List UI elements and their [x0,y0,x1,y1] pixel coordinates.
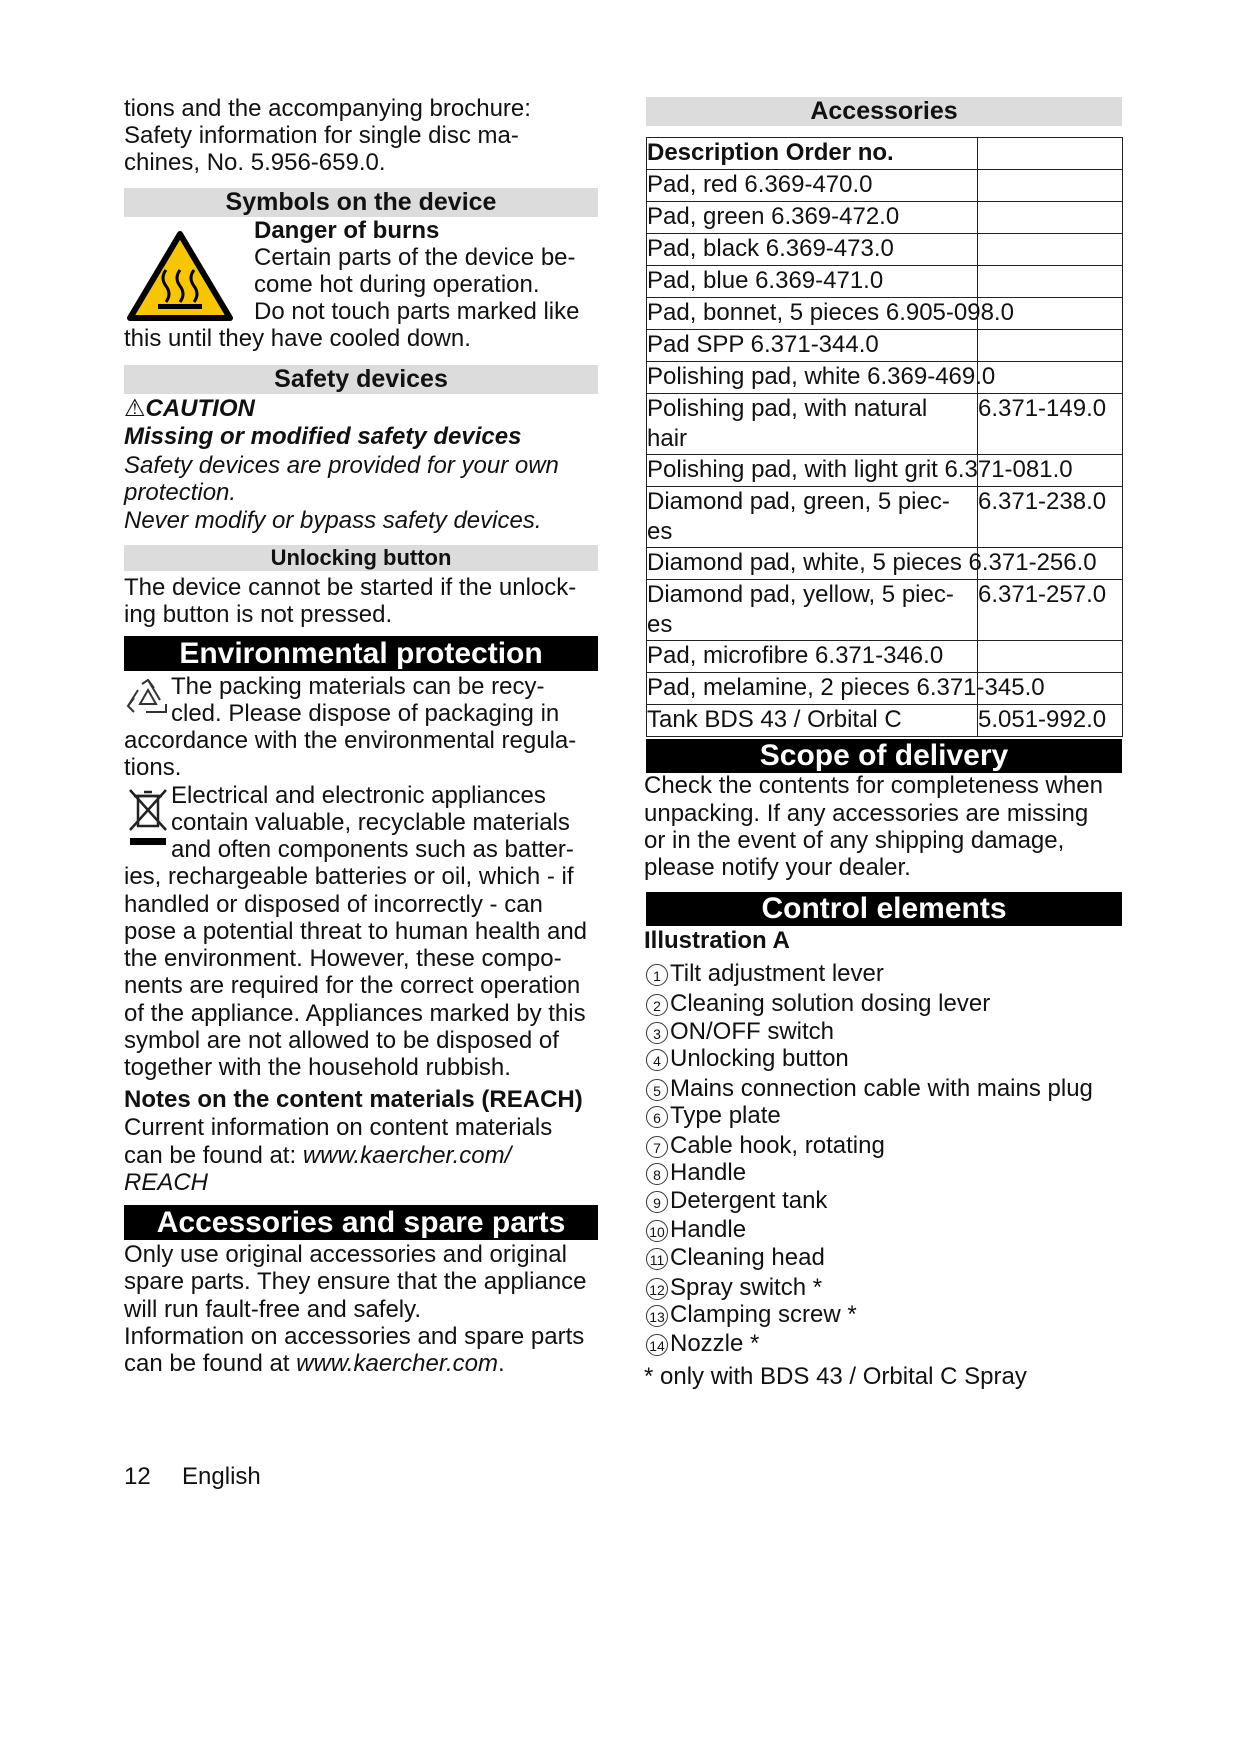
unlock-heading: Unlocking button [124,545,598,571]
table-cell: Pad, blue 6.369-471.0 [647,266,978,298]
number-badge: 14 [646,1334,668,1356]
page-language: English [182,1463,261,1490]
table-cell [978,234,1123,266]
weee-text: of the appliance. Appliances marked by this [124,1000,586,1027]
table-cell: 5.051-992.0 [978,705,1123,737]
table-cell: Diamond pad, yellow, 5 piec- es [647,580,978,641]
recycle-icon [126,678,170,720]
control-item: 1 Tilt adjustment lever [646,959,884,989]
table-row [647,170,1123,202]
number-badge: 12 [646,1278,668,1300]
table-cell: Polishing pad, with natural hair [647,394,978,455]
control-item: 7 Cable hook, rotating [646,1131,885,1161]
recycle-text: cled. Please dispose of packaging in [171,700,560,727]
table-cell: Pad, red 6.369-470.0 [647,170,978,202]
table-row [647,705,1123,737]
control-item: 5 Mains connection cable with mains plug [646,1074,1093,1104]
table-cell: Pad, green 6.369-472.0 [647,202,978,234]
control-item: 2 Cleaning solution dosing lever [646,989,990,1019]
reach-title: Notes on the content materials (REACH) [124,1086,583,1113]
number-badge: 1 [646,964,668,986]
parts-text: can be found at www.kaercher.com. [124,1350,505,1377]
intro-line: chines, No. 5.956-659.0. [124,149,386,176]
control-item: 10 Handle [646,1215,746,1245]
reach-link[interactable]: REACH [124,1169,209,1196]
table-cell [978,202,1123,234]
table-cell: 6.371-238.0 [978,487,1123,548]
caution-text: protection. [124,479,237,506]
reach-text: can be found at: www.kaercher.com/ [124,1142,512,1169]
table-row [647,330,1123,362]
table-cell [978,330,1123,362]
reach-link[interactable]: www.kaercher.com/ [302,1142,512,1169]
scope-text: or in the event of any shipping damage, [644,827,1065,854]
number-badge: 7 [646,1136,668,1158]
number-badge: 13 [646,1305,668,1327]
table-row [647,298,1123,330]
table-header-row [647,138,1123,170]
scope-text: Check the contents for completeness when [644,772,1103,799]
burns-text: come hot during operation. [254,271,540,298]
weee-text: together with the household rubbish. [124,1054,511,1081]
unlock-text: The device cannot be started if the unlock- [124,574,577,601]
number-badge: 3 [646,1022,668,1044]
table-row [647,266,1123,298]
accessories-table [646,137,1123,737]
table-cell: Polishing pad, with light grit 6.371-081.0 [647,455,978,487]
symbols-heading: Symbols on the device [124,188,598,217]
table-cell: Pad, bonnet, 5 pieces 6.905-098.0 [647,298,978,330]
recycle-text: tions. [124,754,182,781]
table-row [647,641,1123,673]
number-badge: 9 [646,1191,668,1213]
unlock-text: ing button is not pressed. [124,601,393,628]
safety-heading: Safety devices [124,365,598,394]
table-row [647,394,1123,455]
control-item: 12 Spray switch * [646,1273,822,1303]
scope-text: please notify your dealer. [644,854,911,881]
page-number: 12 [124,1463,151,1490]
weee-text: symbol are not allowed to be disposed of [124,1027,559,1054]
table-cell: Diamond pad, white, 5 pieces 6.371-256.0 [647,548,978,580]
burns-text: Certain parts of the device be- [254,244,576,271]
table-cell: Pad, black 6.369-473.0 [647,234,978,266]
number-badge: 10 [646,1220,668,1242]
warning-icon: ⚠ [124,395,146,422]
caution-label: ⚠CAUTION [124,395,255,422]
table-cell: Pad, melamine, 2 pieces 6.371-345.0 [647,673,978,705]
intro-line: tions and the accompanying brochure: [124,95,531,122]
control-item: 4 Unlocking button [646,1044,849,1074]
number-badge: 2 [646,994,668,1016]
control-item: 9 Detergent tank [646,1186,827,1216]
parts-text: Information on accessories and spare parts [124,1323,585,1350]
number-badge: 6 [646,1106,668,1128]
number-badge: 4 [646,1049,668,1071]
parts-link[interactable]: www.kaercher.com [296,1350,498,1377]
crossed-bin-icon [126,786,170,848]
table-cell [978,362,1123,394]
control-item: 14 Nozzle * [646,1329,759,1359]
table-cell [978,641,1123,673]
control-heading: Control elements [646,892,1122,926]
illustration-label: Illustration A [644,927,790,954]
table-row [647,234,1123,266]
table-cell: Diamond pad, green, 5 piec- es [647,487,978,548]
weee-text: ies, rechargeable batteries or oil, which - if [124,863,574,890]
control-item: 3 ON/OFF switch [646,1017,834,1047]
weee-text: pose a potential threat to human health and [124,918,588,945]
caution-text: Never modify or bypass safety devices. [124,507,542,534]
weee-text: and often components such as batter- [171,836,574,863]
table-header: Description Order no. [647,138,978,170]
table-row [647,580,1123,641]
env-heading: Environmental protection [124,636,598,671]
burns-title: Danger of burns [254,217,440,244]
parts-text: will run fault-free and safely. [124,1296,422,1323]
table-cell [978,170,1123,202]
parts-text: Only use original accessories and original [124,1241,567,1268]
page-footer [124,1462,261,1492]
table-cell: 6.371-149.0 [978,394,1123,455]
weee-text: handled or disposed of incorrectly - can [124,891,543,918]
recycle-text: The packing materials can be recy- [171,673,545,700]
table-row [647,455,1123,487]
table-row [647,362,1123,394]
caution-text: Safety devices are provided for your own [124,452,559,479]
scope-heading: Scope of delivery [646,739,1122,773]
table-cell: 6.371-257.0 [978,580,1123,641]
table-cell: Pad, microfibre 6.371-346.0 [647,641,978,673]
footnote: * only with BDS 43 / Orbital C Spray [644,1363,1027,1390]
control-item: 8 Handle [646,1158,746,1188]
table-cell: Tank BDS 43 / Orbital C [647,705,978,737]
control-item: 13 Clamping screw * [646,1300,857,1330]
table-row [647,202,1123,234]
control-item: 6 Type plate [646,1101,781,1131]
intro-line: Safety information for single disc ma- [124,122,519,149]
table-row [647,487,1123,548]
weee-text: contain valuable, recyclable materials [171,809,570,836]
scope-text: unpacking. If any accessories are missing [644,800,1089,827]
reach-text: Current information on content materials [124,1114,553,1141]
weee-text: Electrical and electronic appliances [171,782,546,809]
table-cell: Polishing pad, white 6.369-469.0 [647,362,978,394]
control-item: 11 Cleaning head [646,1243,825,1273]
table-cell [978,266,1123,298]
table-cell: Pad SPP 6.371-344.0 [647,330,978,362]
accessories-heading: Accessories [646,97,1122,126]
number-badge: 5 [646,1079,668,1101]
table-row [647,673,1123,705]
recycle-text: accordance with the environmental regula- [124,727,577,754]
weee-text: nents are required for the correct operation [124,972,581,999]
weee-text: the environment. However, these compo- [124,945,562,972]
number-badge: 8 [646,1163,668,1185]
caution-title: Missing or modified safety devices [124,423,522,450]
hot-surface-warning-icon [126,230,234,322]
table-row [647,548,1123,580]
number-badge: 11 [646,1248,668,1270]
burns-text: Do not touch parts marked like [254,298,580,325]
parts-heading: Accessories and spare parts [124,1205,598,1240]
burns-text: this until they have cooled down. [124,325,471,352]
parts-text: spare parts. They ensure that the appliance [124,1268,587,1295]
